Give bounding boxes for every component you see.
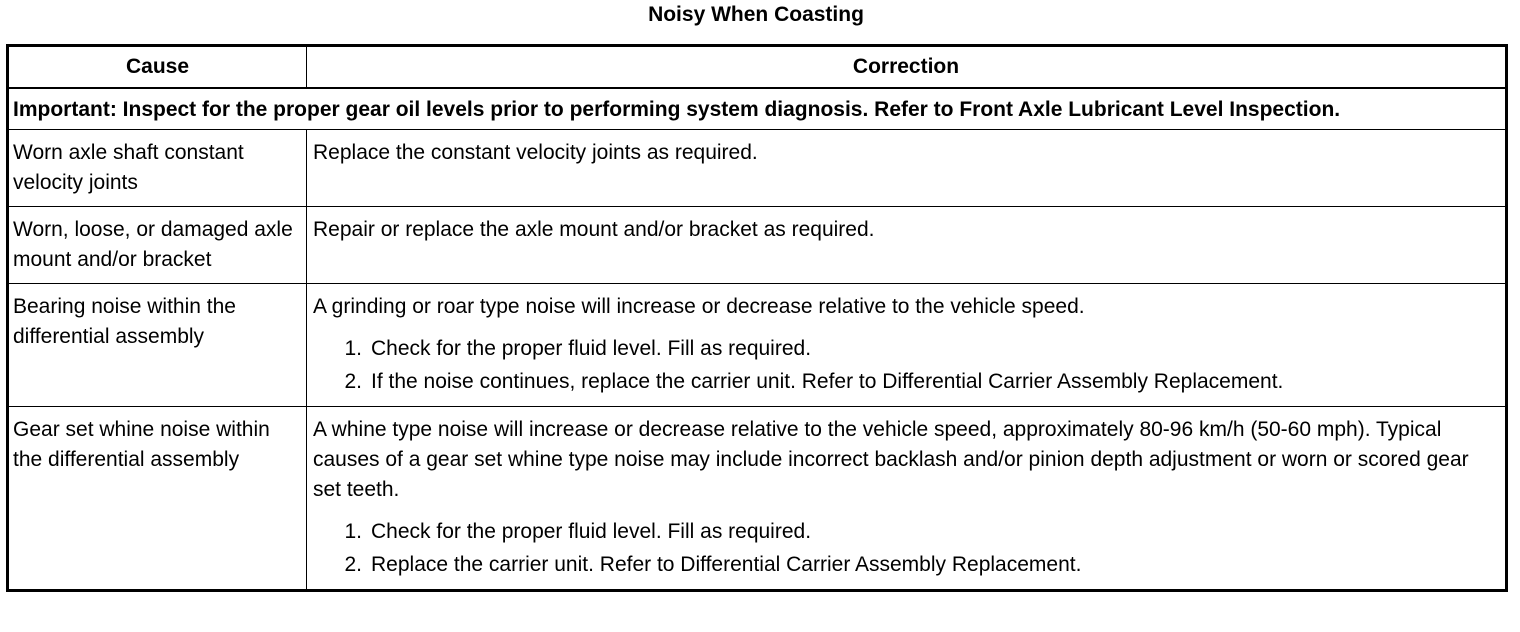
correction-cell xyxy=(307,207,1507,284)
header-cause: Cause xyxy=(8,46,307,89)
cause-cell: Bearing noise within the differential assembly xyxy=(8,284,307,407)
correction-text: Repair or replace the axle mount and/or bracket as required. xyxy=(313,218,875,241)
correction-cell xyxy=(307,130,1507,207)
header-correction: Correction xyxy=(307,46,1507,89)
table-row xyxy=(8,130,1507,207)
correction-cell xyxy=(307,407,1507,591)
correction-text: Replace the constant velocity joints as required. xyxy=(313,141,758,164)
important-note-row xyxy=(8,88,1507,130)
list-item xyxy=(313,548,1499,581)
cause-cell: Gear set whine noise within the differential assembly xyxy=(8,407,307,591)
cause-cell: Worn, loose, or damaged axle mount and/or bracket xyxy=(8,207,307,284)
important-note: Important: Inspect for the proper gear oil levels prior to performing system diagnosis. Refer to Front Axle Lubricant Level Inspection. xyxy=(8,88,1507,130)
cause-cell: Worn axle shaft constant velocity joints xyxy=(8,130,307,207)
step-text: If the noise continues, replace the carrier unit. Refer to Differential Carrier Assembly Replacement. xyxy=(371,370,1284,393)
correction-text: A whine type noise will increase or decrease relative to the vehicle speed, approximately 80-96 km/h (50-60 mph). Typical causes of a gear set whine type noise may include incorrect backlash and/or pinion depth adjustment or worn or scored gear set teeth. xyxy=(313,418,1469,501)
page-title: Noisy When Coasting xyxy=(648,3,864,26)
list-item xyxy=(313,365,1499,398)
steps-list xyxy=(313,332,1499,398)
table-row xyxy=(8,207,1507,284)
table-row xyxy=(8,407,1507,591)
step-number: 2. xyxy=(344,370,362,393)
list-item xyxy=(313,332,1499,365)
steps-list xyxy=(313,515,1499,581)
table-header-row xyxy=(8,46,1507,89)
correction-text: A grinding or roar type noise will increase or decrease relative to the vehicle speed. xyxy=(313,295,1085,318)
step-number: 1. xyxy=(344,337,362,360)
step-text: Check for the proper fluid level. Fill as required. xyxy=(371,520,812,543)
table-row xyxy=(8,284,1507,407)
diagnosis-table xyxy=(6,44,1508,592)
step-number: 1. xyxy=(344,520,362,543)
correction-cell xyxy=(307,284,1507,407)
step-text: Check for the proper fluid level. Fill as required. xyxy=(371,337,812,360)
step-number: 2. xyxy=(344,553,362,576)
step-text: Replace the carrier unit. Refer to Differential Carrier Assembly Replacement. xyxy=(371,553,1082,576)
list-item xyxy=(313,515,1499,548)
